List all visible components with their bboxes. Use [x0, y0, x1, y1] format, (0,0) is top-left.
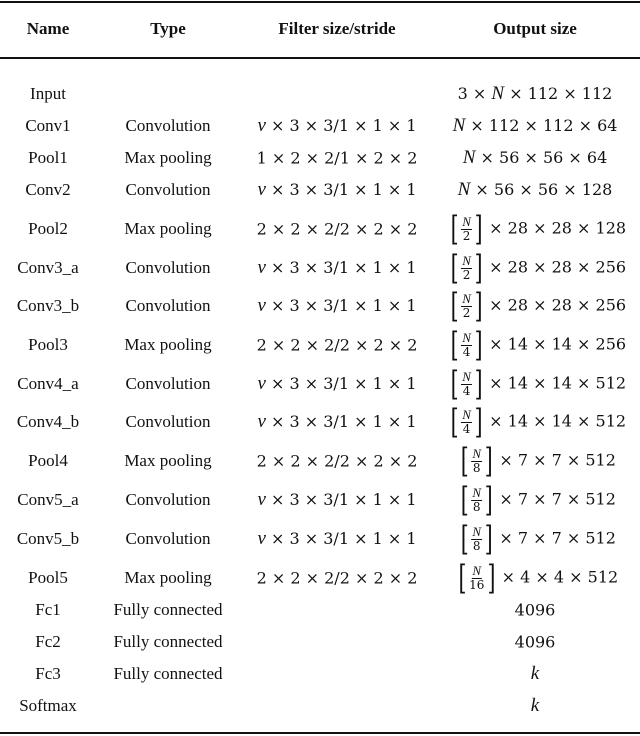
ceiling-fraction: [ $\frac{N}{4}$ ]: [450, 402, 483, 442]
cell-filter: v × 3 × 3/1 × 1 × 1: [257, 115, 417, 136]
cell-name: Pool3: [28, 335, 68, 354]
cell-output: [ $\frac{N}{4}$ ] × 14 × 14 × 512: [448, 405, 626, 439]
cell-type: Fully connected: [113, 600, 223, 619]
cell-output: [ $\frac{N}{2}$ ] × 28 × 28 × 256: [448, 289, 626, 323]
ceiling-fraction: [ $\frac{N}{2}$ ]: [450, 209, 483, 249]
cell-filter: v × 3 × 3/1 × 1 × 1: [257, 295, 417, 316]
cell-name: Conv5_a: [17, 490, 79, 509]
cell-type: Convolution: [125, 116, 211, 135]
cell-name: Fc3: [35, 664, 61, 683]
cell-name: Fc1: [35, 600, 61, 619]
cell-type: Fully connected: [113, 632, 223, 651]
cell-output: [ $\frac{N}{4}$ ] × 14 × 14 × 256: [448, 328, 626, 362]
cell-output: N × 56 × 56 × 128: [457, 179, 613, 200]
cell-output: [ $\frac{N}{8}$ ] × 7 × 7 × 512: [458, 483, 616, 517]
cell-filter: 1 × 2 × 2/1 × 2 × 2: [256, 148, 418, 168]
cell-output: 3 × N × 112 × 112: [457, 83, 613, 104]
cell-name: Conv1: [25, 116, 71, 135]
cell-name: Pool5: [28, 568, 68, 587]
cell-filter: v × 3 × 3/1 × 1 × 1: [257, 489, 417, 510]
cell-name: Conv3_a: [17, 258, 79, 277]
cell-output: [ $\frac{N}{4}$ ] × 14 × 14 × 512: [448, 367, 626, 401]
cell-name: Pool4: [28, 451, 68, 470]
header-name: Name: [26, 19, 70, 38]
cell-output: k: [530, 663, 540, 684]
cell-output: k: [530, 695, 540, 716]
ceiling-fraction: [ $\frac{N}{8}$ ]: [460, 480, 493, 520]
ceiling-fraction: [ $\frac{N}{2}$ ]: [450, 248, 483, 288]
cell-filter: 2 × 2 × 2/2 × 2 × 2: [256, 219, 418, 239]
cell-name: Softmax: [19, 696, 77, 715]
cell-filter: v × 3 × 3/1 × 1 × 1: [257, 373, 417, 394]
cell-filter: 2 × 2 × 2/2 × 2 × 2: [256, 335, 418, 355]
cell-type: Max pooling: [124, 568, 212, 587]
cell-type: Max pooling: [124, 219, 212, 238]
cell-name: Conv3_b: [16, 296, 80, 315]
cell-type: Convolution: [125, 296, 211, 315]
cell-type: Max pooling: [124, 335, 212, 354]
ceiling-fraction: [ $\frac{N}{16}$ ]: [458, 558, 495, 598]
header-output: Output size: [493, 19, 577, 38]
cell-filter: v × 3 × 3/1 × 1 × 1: [257, 257, 417, 278]
cell-output: [ $\frac{N}{8}$ ] × 7 × 7 × 512: [458, 522, 616, 556]
cell-filter: 2 × 2 × 2/2 × 2 × 2: [256, 568, 418, 588]
cell-output: 4096: [514, 632, 556, 652]
cell-output: N × 112 × 112 × 64: [452, 115, 618, 136]
ceiling-fraction: [ $\frac{N}{8}$ ]: [460, 519, 493, 559]
cell-output: [ $\frac{N}{8}$ ] × 7 × 7 × 512: [458, 444, 616, 478]
cell-name: Input: [30, 84, 66, 103]
cell-name: Fc2: [35, 632, 61, 651]
cell-output: 4096: [514, 600, 556, 620]
bottom-rule: [0, 732, 640, 734]
cell-output: [ $\frac{N}{2}$ ] × 28 × 28 × 256: [448, 251, 626, 285]
cell-type: Convolution: [125, 258, 211, 277]
top-rule: [0, 1, 640, 3]
cell-type: Fully connected: [113, 664, 223, 683]
cell-name: Conv5_b: [16, 529, 80, 548]
cell-type: Convolution: [125, 490, 211, 509]
ceiling-fraction: [ $\frac{N}{2}$ ]: [450, 286, 483, 326]
header-rule: [0, 57, 640, 59]
header-filter: Filter size/stride: [278, 19, 396, 38]
cell-name: Pool2: [28, 219, 68, 238]
cell-type: Max pooling: [124, 148, 212, 167]
cell-type: Convolution: [125, 374, 211, 393]
cell-name: Conv2: [25, 180, 71, 199]
ceiling-fraction: [ $\frac{N}{8}$ ]: [460, 441, 493, 481]
cell-filter: v × 3 × 3/1 × 1 × 1: [257, 411, 417, 432]
cell-filter: 2 × 2 × 2/2 × 2 × 2: [256, 451, 418, 471]
cell-type: Convolution: [125, 412, 211, 431]
cell-type: Max pooling: [124, 451, 212, 470]
cell-filter: v × 3 × 3/1 × 1 × 1: [257, 179, 417, 200]
ceiling-fraction: [ $\frac{N}{4}$ ]: [450, 364, 483, 404]
cell-name: Pool1: [28, 148, 68, 167]
cell-type: Convolution: [125, 529, 211, 548]
cell-type: Convolution: [125, 180, 211, 199]
cell-filter: v × 3 × 3/1 × 1 × 1: [257, 528, 417, 549]
cell-name: Conv4_a: [17, 374, 79, 393]
cell-output: [ $\frac{N}{2}$ ] × 28 × 28 × 128: [448, 212, 626, 246]
ceiling-fraction: [ $\frac{N}{4}$ ]: [450, 325, 483, 365]
header-type: Type: [150, 19, 186, 38]
cell-output: [ $\frac{N}{16}$ ] × 4 × 4 × 512: [456, 561, 618, 595]
cell-name: Conv4_b: [16, 412, 80, 431]
cell-output: N × 56 × 56 × 64: [462, 147, 608, 168]
